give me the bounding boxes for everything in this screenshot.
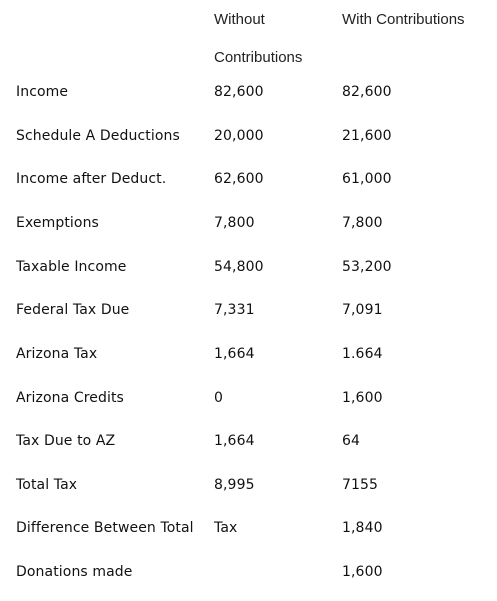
value-with: 61,000 — [342, 171, 392, 187]
row-label: Total Tax — [16, 477, 78, 493]
row-label: Arizona Credits — [16, 390, 124, 406]
value-with: 1,600 — [342, 390, 383, 406]
value-with: 82,600 — [342, 84, 392, 100]
row-label: Exemptions — [16, 215, 99, 231]
value-without: 7,800 — [214, 215, 255, 231]
row-label: Difference Between Total — [16, 520, 194, 536]
header-without-line1: Without — [214, 11, 265, 28]
table-row — [0, 127, 497, 145]
value-without: 8,995 — [214, 477, 255, 493]
value-without: 54,800 — [214, 259, 264, 275]
row-label: Arizona Tax — [16, 346, 98, 362]
table-row — [0, 83, 497, 101]
value-with: 1.664 — [342, 346, 383, 362]
value-without: 20,000 — [214, 128, 264, 144]
value-without: 1,664 — [214, 346, 255, 362]
value-with: 53,200 — [342, 259, 392, 275]
row-label: Taxable Income — [16, 259, 127, 275]
value-without: Tax — [214, 520, 238, 536]
value-with: 7155 — [342, 477, 379, 493]
value-with: 64 — [342, 433, 361, 449]
value-with: 1,840 — [342, 520, 383, 536]
value-without: 1,664 — [214, 433, 255, 449]
table-row — [0, 258, 497, 276]
value-with: 7,800 — [342, 215, 383, 231]
row-label: Income — [16, 84, 69, 100]
value-with: 7,091 — [342, 302, 383, 318]
table-row — [0, 170, 497, 188]
row-label: Tax Due to AZ — [16, 433, 116, 449]
table-row — [0, 519, 497, 537]
row-label: Income after Deduct. — [16, 171, 167, 187]
value-with: 21,600 — [342, 128, 392, 144]
value-without: 62,600 — [214, 171, 264, 187]
header-without-line2: Contributions — [214, 49, 303, 66]
row-label: Schedule A Deductions — [16, 128, 180, 144]
table-row — [0, 563, 497, 581]
row-label: Donations made — [16, 564, 133, 580]
value-without: 7,331 — [214, 302, 255, 318]
table-row — [0, 301, 497, 319]
table-row — [0, 345, 497, 363]
header-with-contributions: With Contributions — [342, 11, 465, 28]
table-row — [0, 214, 497, 232]
table-row — [0, 476, 497, 494]
table-row — [0, 389, 497, 407]
value-with: 1,600 — [342, 564, 383, 580]
value-without: 0 — [214, 390, 224, 406]
row-label: Federal Tax Due — [16, 302, 130, 318]
table-row — [0, 432, 497, 450]
value-without: 82,600 — [214, 84, 264, 100]
